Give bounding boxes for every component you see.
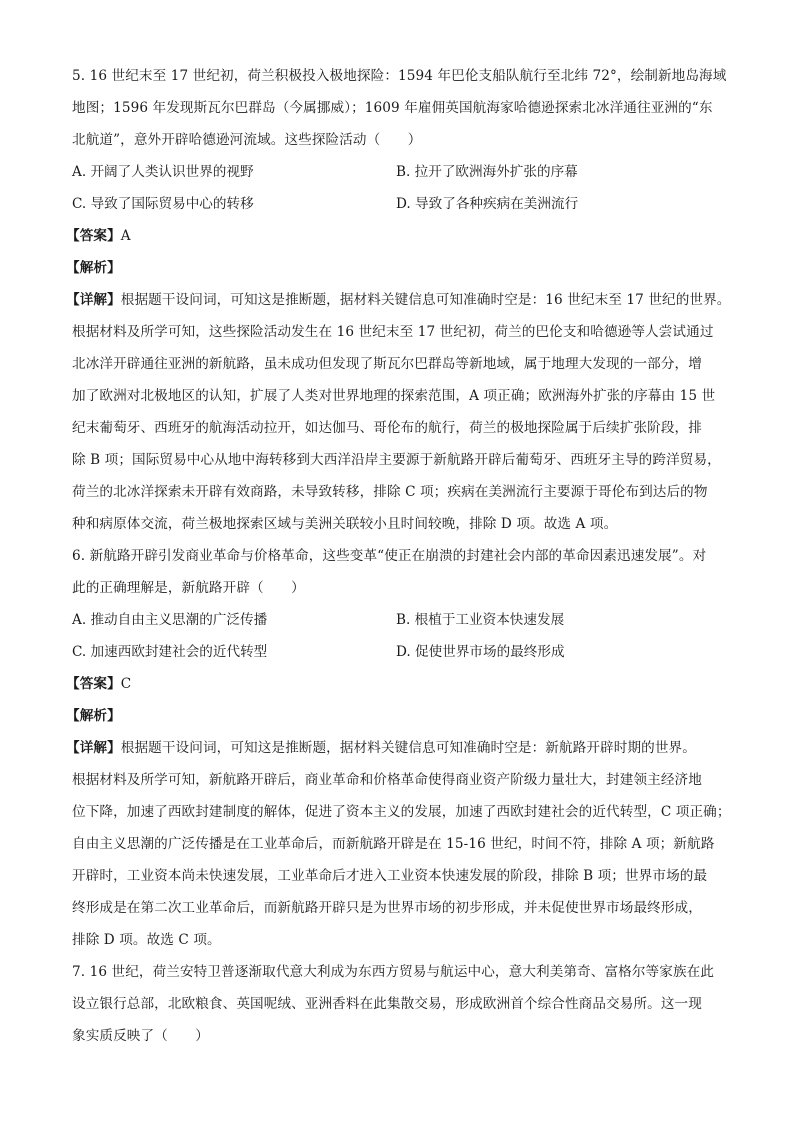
q5-option-b: B. 拉开了欧洲海外扩张的序幕 xyxy=(396,164,578,180)
q6-detail-line-5: 开辟时，工业资本尚未快速发展，工业革命后才进入工业资本快速发展的阶段，排除 B 项；世界市场的最 xyxy=(72,868,708,884)
detail-text: 根据题干设问词，可知这是推断题，据材料关键信息可知准确时空是：新航路开辟时期的世界。 xyxy=(120,740,696,756)
q5-option-c: C. 导致了国际贸易中心的转移 xyxy=(72,196,254,212)
q6-detail-line-2: 根据材料及所学可知，新航路开辟后，商业革命和价格革命使得商业资产阶级力量壮大，封建领主经济地 xyxy=(72,772,702,788)
q5-analysis-label: 【解析】 xyxy=(66,260,121,276)
answer-value: A xyxy=(120,228,131,244)
q6-option-a: A. 推动自由主义思潮的广泛传播 xyxy=(72,612,268,628)
q6-analysis-label: 【解析】 xyxy=(66,708,121,724)
q6-option-b: B. 根植于工业资本快速发展 xyxy=(396,612,565,628)
q5-option-a: A. 开阔了人类认识世界的视野 xyxy=(72,164,254,180)
q7-stem-line-2: 设立银行总部，北欧粮食、英国呢绒、亚洲香料在此集散交易，形成欧洲首个综合性商品交易所。这一现 xyxy=(72,996,702,1012)
q6-option-d: D. 促使世界市场的最终形成 xyxy=(396,644,565,660)
q6-stem-line-2: 此的正确理解是，新航路开辟（ ） xyxy=(72,580,305,596)
q5-detail-line-4: 加了欧洲对北极地区的认知，扩展了人类对世界地理的探索范围，A 项正确；欧洲海外扩张的序幕由 15 世 xyxy=(72,388,716,404)
q6-answer xyxy=(66,676,131,692)
q5-detail-line-1 xyxy=(66,292,730,308)
q5-answer xyxy=(66,228,131,244)
q7-stem-line-1: 7. 16 世纪，荷兰安特卫普逐渐取代意大利成为东西方贸易与航运中心，意大利美第奇、富格尔等家族在此 xyxy=(72,964,715,980)
q5-option-d: D. 导致了各种疾病在美洲流行 xyxy=(396,196,579,212)
q6-detail-line-7: 排除 D 项。故选 C 项。 xyxy=(72,932,221,948)
q6-option-c: C. 加速西欧封建社会的近代转型 xyxy=(72,644,268,660)
answer-value: C xyxy=(120,676,132,692)
q5-detail-line-6: 除 B 项；国际贸易中心从地中海转移到大西洋沿岸主要源于新航路开辟后葡萄牙、西班牙主导的跨洋贸易， xyxy=(72,452,721,468)
detail-label: 【详解】 xyxy=(66,740,121,756)
q7-stem-line-3: 象实质反映了（ ） xyxy=(72,1028,209,1044)
q5-detail-line-3: 北冰洋开辟通往亚洲的新航路，虽未成功但发现了斯瓦尔巴群岛等新地域，属于地理大发现的一部分，增 xyxy=(72,356,702,372)
answer-label: 【答案】 xyxy=(66,676,121,692)
q5-stem-line-1: 5. 16 世纪末至 17 世纪初，荷兰积极投入极地探险：1594 年巴伦支船队航行至北纬 72°，绘制新地岛海域 xyxy=(72,68,727,84)
q6-detail-line-1 xyxy=(66,740,696,756)
q5-detail-line-2: 根据材料及所学可知，这些探险活动发生在 16 世纪末至 17 世纪初，荷兰的巴伦支和哈德逊等人尝试通过 xyxy=(72,324,714,340)
detail-label: 【详解】 xyxy=(66,292,121,308)
q5-detail-line-5: 纪末葡萄牙、西班牙的航海活动拉开，如达伽马、哥伦布的航行，荷兰的极地探险属于后续扩张阶段，排 xyxy=(72,420,702,436)
q5-stem-line-2: 地图；1596 年发现斯瓦尔巴群岛（今属挪威）；1609 年雇佣英国航海家哈德逊探索北冰洋通往亚洲的“东 xyxy=(72,100,713,116)
q5-stem-line-3: 北航道”，意外开辟哈德逊河流域。这些探险活动（ ） xyxy=(72,132,422,148)
q6-detail-line-3: 位下降，加速了西欧封建制度的解体，促进了资本主义的发展，加速了西欧封建社会的近代转型，C 项正确； xyxy=(72,804,731,820)
q6-detail-line-6: 终形成是在第二次工业革命后，而新航路开辟只是为世界市场的初步形成，并未促使世界市场最终形成， xyxy=(72,900,702,916)
q6-stem-line-1: 6. 新航路开辟引发商业革命与价格革命，这些变革“使正在崩溃的封建社会内部的革命因素迅速发展”。对 xyxy=(72,548,707,564)
answer-label: 【答案】 xyxy=(66,228,121,244)
q5-detail-line-8: 种和病原体交流，荷兰极地探索区域与美洲关联较小且时间较晚，排除 D 项。故选 A 项。 xyxy=(72,516,618,532)
q6-detail-line-4: 自由主义思潮的广泛传播是在工业革命后，而新航路开辟是在 15-16 世纪，时间不符，排除 A 项；新航路 xyxy=(72,836,715,852)
q5-detail-line-7: 荷兰的北冰洋探索未开辟有效商路，未导致转移，排除 C 项；疾病在美洲流行主要源于哥伦布到达后的物 xyxy=(72,484,708,500)
detail-text: 根据题干设问词，可知这是推断题，据材料关键信息可知准确时空是：16 世纪末至 17 世纪的世界。 xyxy=(120,292,731,308)
